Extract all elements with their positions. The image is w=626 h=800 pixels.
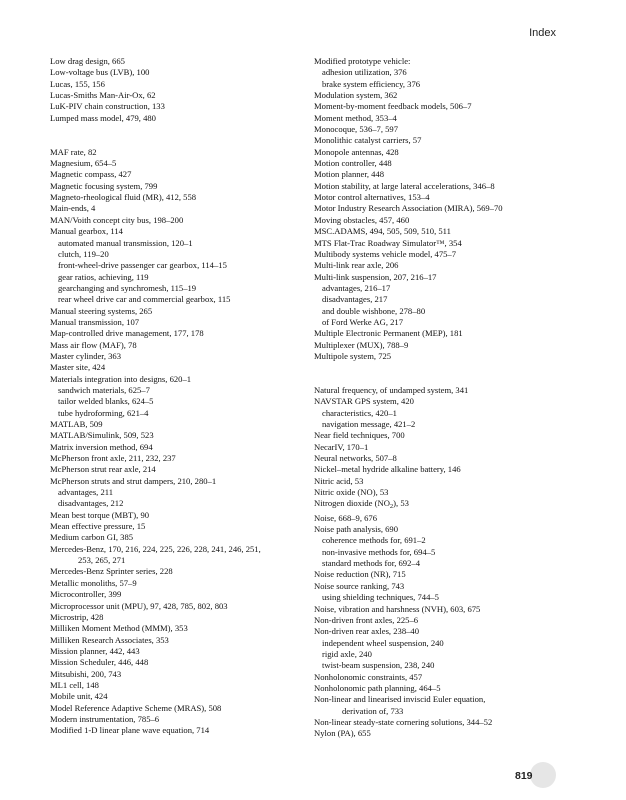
index-entry: Non-linear steady-state cornering solutions, 344–52 (314, 716, 493, 727)
index-entry-continuation: derivation of, 733 (342, 705, 404, 716)
index-subentry: disadvantages, 212 (58, 498, 124, 509)
index-entry: McPherson strut rear axle, 214 (50, 464, 156, 475)
index-entry: Mitsubishi, 200, 743 (50, 668, 122, 679)
index-entry: Multi-link suspension, 207, 216–17 (314, 271, 437, 282)
index-entry: MATLAB, 509 (50, 419, 103, 429)
index-subentry: using shielding techniques, 744–5 (322, 592, 439, 603)
index-subentry: gear ratios, achieving, 119 (58, 271, 149, 282)
index-entry: Magnesium, 654–5 (50, 158, 117, 169)
index-column-right (314, 56, 576, 740)
index-entry: Multiplexer (MUX), 788–9 (314, 339, 409, 350)
index-entry: Lucas, 155, 156 (50, 78, 105, 89)
index-entry: Low-voltage bus (LVB), 100 (50, 67, 150, 78)
index-entry: NAVSTAR GPS system, 420 (314, 396, 414, 407)
index-entry: Map-controlled drive management, 177, 178 (50, 328, 204, 339)
index-subentry: independent wheel suspension, 240 (322, 637, 444, 648)
index-entry: Noise, 668–9, 676 (314, 512, 378, 523)
index-entry: Nickel–metal hydride alkaline battery, 146 (314, 464, 461, 475)
index-entry: Nitrogen dioxide $(NO_2)$, 53 (314, 498, 409, 511)
index-subentry: brake system efficiency, 376 (322, 78, 421, 89)
index-column-left (50, 56, 302, 737)
index-entry: MAN/Voith concept city bus, 198–200 (50, 214, 184, 225)
index-entry: ML1 cell, 148 (50, 679, 99, 690)
index-entry: Lumped mass model, 479, 480 (50, 112, 156, 123)
index-subentry: tailor welded blanks, 624–5 (58, 396, 154, 407)
index-subentry: coherence methods for, 691–2 (322, 535, 426, 546)
index-entry: Noise source ranking, 743 (314, 580, 405, 591)
index-entry: Nonholonomic path planning, 464–5 (314, 682, 441, 693)
index-entry: Mean effective pressure, 15 (50, 521, 146, 532)
index-entry: Microstrip, 428 (50, 611, 104, 622)
index-entry: Motion controller, 448 (314, 158, 392, 169)
index-subentry: tube hydroforming, 621–4 (58, 407, 149, 418)
index-entry: Lucas-Smiths Man-Air-Ox, 62 (50, 90, 156, 101)
index-entry: MSC.ADAMS, 494, 505, 509, 510, 511 (314, 226, 451, 237)
index-entry: Mission Scheduler, 446, 448 (50, 657, 149, 668)
index-entry: Microcontroller, 399 (50, 589, 122, 600)
index-entry: NecarIV, 170–1 (314, 441, 369, 452)
index-entry-continuation: 253, 265, 271 (78, 555, 126, 566)
index-entry: Mean best torque (MBT), 90 (50, 509, 150, 520)
index-entry: Nylon (PA), 655 (314, 728, 371, 739)
index-entry: Monocoque, 536–7, 597 (314, 124, 399, 135)
index-entry: Master site, 424 (50, 362, 106, 373)
index-entry: McPherson struts and strut dampers, 210, 280–1 (50, 475, 217, 486)
index-entry: MTS Flat-Trac Roadway Simulator™, 354 (314, 237, 462, 248)
index-entry: Nonholonomic constraints, 457 (314, 671, 423, 682)
index-entry: Modified prototype vehicle: (314, 56, 411, 66)
index-entry: Mobile unit, 424 (50, 691, 108, 702)
index-subentry: standard methods for, 692–4 (322, 558, 420, 569)
index-entry: Mission planner, 442, 443 (50, 645, 140, 656)
index-entry: Nitric oxide (NO), 53 (314, 487, 389, 498)
index-entry: Modified 1-D linear plane wave equation, 714 (50, 725, 210, 736)
index-entry: MATLAB/Simulink, 509, 523 (50, 430, 154, 441)
section-gap (50, 124, 302, 147)
index-entry: Manual gearbox, 114 (50, 226, 123, 237)
index-entry: Moment method, 353–4 (314, 112, 397, 123)
index-subentry: navigation message, 421–2 (322, 419, 416, 429)
index-subentry: adhesion utilization, 376 (322, 67, 407, 78)
index-entry: Metallic monoliths, 57–9 (50, 577, 137, 588)
index-entry: Multi-link rear axle, 206 (314, 260, 399, 271)
index-entry: Noise path analysis, 690 (314, 524, 399, 535)
index-entry: Microprocessor unit (MPU), 97, 428, 785, 802, 803 (50, 600, 228, 611)
index-entry: Medium carbon GI, 385 (50, 532, 134, 543)
index-subentry: front-wheel-drive passenger car gearbox, 114–15 (58, 260, 227, 271)
index-entry: Multiple Electronic Permanent (MEP), 181 (314, 328, 463, 339)
index-entry: Motion stability, at large lateral accelerations, 346–8 (314, 180, 495, 191)
index-entry: Low drag design, 665 (50, 56, 125, 66)
index-entry: Noise, vibration and harshness (NVH), 603, 675 (314, 603, 481, 614)
index-subentry: advantages, 216–17 (322, 282, 391, 293)
index-entry: Magneto-rheological fluid (MR), 412, 558 (50, 192, 197, 203)
index-entry: Multipole system, 725 (314, 350, 392, 361)
index-entry: Milliken Moment Method (MMM), 353 (50, 623, 188, 634)
index-entry: Noise reduction (NR), 715 (314, 569, 406, 580)
page-tab-decoration (530, 762, 556, 788)
index-entry: Motor Industry Research Association (MIRA), 569–70 (314, 203, 503, 214)
index-entry: Non-driven rear axles, 238–40 (314, 626, 420, 637)
index-entry: Matrix inversion method, 694 (50, 441, 153, 452)
index-entry: Natural frequency, of undamped system, 341 (314, 384, 469, 395)
index-entry: Monopole antennas, 428 (314, 146, 399, 157)
index-entry: LuK-PIV chain construction, 133 (50, 101, 165, 112)
index-entry: Moment-by-moment feedback models, 506–7 (314, 101, 472, 112)
running-header: Index (529, 27, 556, 39)
index-subentry: of Ford Werke AG, 217 (322, 316, 404, 327)
index-entry: Mass air flow (MAF), 78 (50, 339, 137, 350)
index-entry: Non-linear and linearised inviscid Euler equation, (314, 694, 486, 705)
index-entry: Modulation system, 362 (314, 90, 398, 101)
index-subentry: clutch, 119–20 (58, 248, 109, 259)
index-entry: Model Reference Adaptive Scheme (MRAS), 508 (50, 702, 222, 713)
index-entry: Neural networks, 507–8 (314, 453, 397, 464)
index-entry: MAF rate, 82 (50, 146, 97, 157)
index-subentry: advantages, 211 (58, 487, 114, 498)
index-entry: Mercedes-Benz Sprinter series, 228 (50, 566, 173, 577)
index-entry: Non-driven front axles, 225–6 (314, 614, 419, 625)
index-entry: Materials integration into designs, 620–1 (50, 373, 192, 384)
index-subentry: sandwich materials, 625–7 (58, 384, 150, 395)
section-gap (314, 362, 576, 385)
index-entry: Multibody systems vehicle model, 475–7 (314, 248, 457, 259)
index-entry: Motion planner, 448 (314, 169, 385, 180)
index-subentry: characteristics, 420–1 (322, 407, 397, 418)
index-entry: Modern instrumentation, 785–6 (50, 713, 160, 724)
index-entry: Main-ends, 4 (50, 203, 96, 214)
index-subentry: rigid axle, 240 (322, 648, 372, 659)
index-entry: Moving obstacles, 457, 460 (314, 214, 410, 225)
index-subentry: disadvantages, 217 (322, 294, 388, 305)
index-subentry: gearchanging and synchromesh, 115–19 (58, 282, 197, 293)
index-entry: Milliken Research Associates, 353 (50, 634, 169, 645)
index-entry: Near field techniques, 700 (314, 430, 405, 441)
index-entry: Manual steering systems, 265 (50, 305, 153, 316)
index-entry: Manual transmission, 107 (50, 316, 140, 327)
index-subentry: automated manual transmission, 120–1 (58, 237, 193, 248)
index-entry: Motor control alternatives, 153–4 (314, 192, 430, 203)
index-entry: Mercedes-Benz, 170, 216, 224, 225, 226, 228, 241, 246, 251, (50, 543, 261, 554)
index-entry: Monolithic catalyst carriers, 57 (314, 135, 422, 146)
index-entry: Master cylinder, 363 (50, 350, 122, 361)
index-subentry: non-invasive methods for, 694–5 (322, 546, 436, 557)
index-subentry: twist-beam suspension, 238, 240 (322, 660, 435, 671)
index-subentry: and double wishbone, 278–80 (322, 305, 426, 316)
index-entry: Nitric acid, 53 (314, 475, 364, 486)
index-subentry: rear wheel drive car and commercial gearbox, 115 (58, 294, 231, 305)
index-entry: Magnetic focusing system, 799 (50, 180, 158, 191)
index-entry: Magnetic compass, 427 (50, 169, 132, 180)
index-entry: McPherson front axle, 211, 232, 237 (50, 453, 176, 464)
page-number: 819 (515, 770, 533, 782)
